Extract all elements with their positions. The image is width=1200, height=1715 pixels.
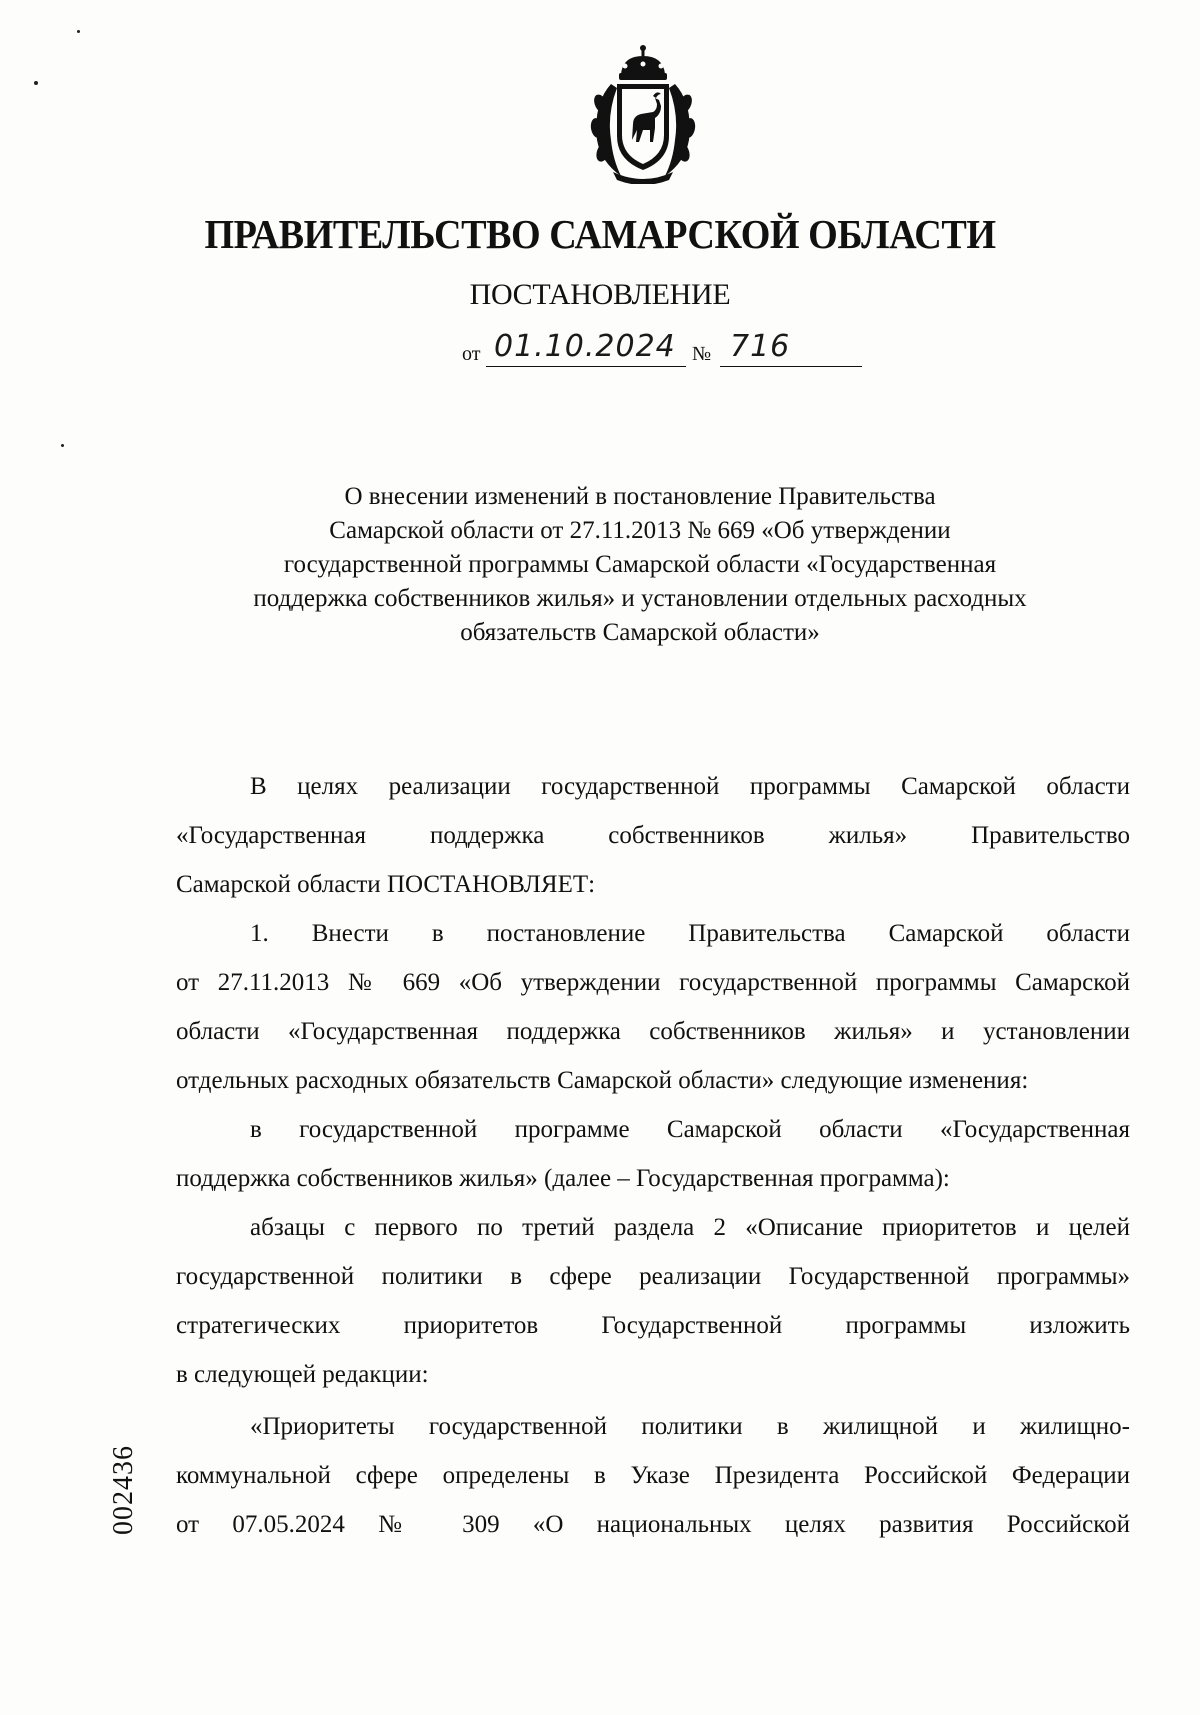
subject-line: Самарской области от 27.11.2013 № 669 «Об утверждении bbox=[329, 517, 951, 544]
body-line: в государственной программе Самарской области «Государственная bbox=[250, 1116, 1130, 1143]
subject-line: государственной программы Самарской области «Государственная bbox=[283, 551, 997, 578]
body-line: 1. Внести в постановление Правительства Самарской области bbox=[250, 920, 1130, 947]
number-handwritten: 716 bbox=[730, 329, 791, 364]
coat-of-arms-emblem bbox=[587, 44, 699, 184]
date-handwritten: 01.10.2024 bbox=[494, 329, 676, 364]
subject-line: поддержка собственников жилья» и установлении отдельных расходных bbox=[253, 585, 1027, 612]
body-line: стратегических приоритетов Государственной программы изложить bbox=[176, 1312, 1130, 1339]
scan-speck bbox=[61, 444, 64, 447]
document-reference bbox=[462, 329, 862, 372]
body-line: государственной политики в сфере реализации Государственной программы» bbox=[176, 1263, 1130, 1290]
date-underline bbox=[486, 366, 686, 367]
scan-speck bbox=[34, 81, 38, 85]
body-line: отдельных расходных обязательств Самарской области» следующие изменения: bbox=[176, 1067, 1029, 1094]
body-line: «Приоритеты государственной политики в жилищной и жилищно- bbox=[250, 1413, 1130, 1440]
body-line: от 07.05.2024 № 309 «О национальных целях развития Российской bbox=[176, 1511, 1130, 1538]
subject-line: О внесении изменений в постановление Правительства bbox=[344, 483, 936, 510]
subject-line: обязательств Самарской области» bbox=[460, 619, 820, 646]
number-underline bbox=[720, 366, 862, 367]
body-line: поддержка собственников жилья» (далее – Государственная программа): bbox=[176, 1165, 950, 1192]
body-line: Самарской области ПОСТАНОВЛЯЕТ: bbox=[176, 871, 596, 898]
scan-speck bbox=[77, 30, 80, 33]
document-type: ПОСТАНОВЛЕНИЕ bbox=[469, 278, 731, 311]
body-line: коммунальной сфере определены в Указе Президента Российской Федерации bbox=[176, 1462, 1130, 1489]
government-title: ПРАВИТЕЛЬСТВО САМАРСКОЙ ОБЛАСТИ bbox=[204, 211, 996, 257]
body-line: области «Государственная поддержка собственников жилья» и установлении bbox=[176, 1018, 1130, 1045]
date-label: от bbox=[462, 343, 481, 365]
body-line: абзацы с первого по третий раздела 2 «Описание приоритетов и целей bbox=[250, 1214, 1130, 1241]
body-line: в следующей редакции: bbox=[176, 1361, 429, 1388]
number-label: № bbox=[692, 343, 712, 365]
body-line: «Государственная поддержка собственников жилья» Правительство bbox=[176, 822, 1130, 849]
body-line: от 27.11.2013 № 669 «Об утверждении государственной программы Самарской bbox=[176, 969, 1130, 996]
document-subject bbox=[180, 480, 1100, 650]
body-line: В целях реализации государственной программы Самарской области bbox=[250, 773, 1130, 800]
margin-serial-number: 002436 bbox=[108, 1445, 139, 1535]
